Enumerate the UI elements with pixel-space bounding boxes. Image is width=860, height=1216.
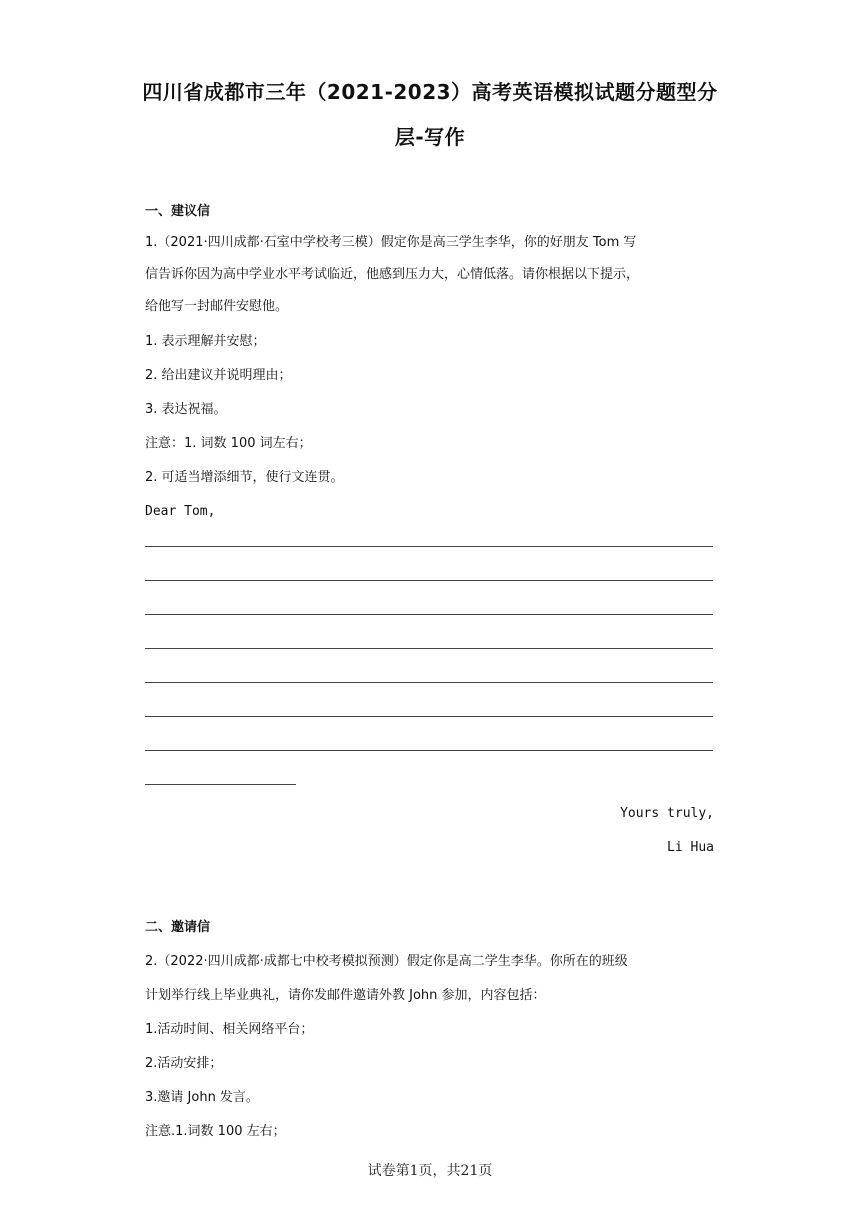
letter-closing: Yours truly,	[620, 806, 714, 821]
question2-text-line2: 计划举行线上毕业典礼，请你发邮件邀请外教 John 参加，内容包括：	[145, 988, 546, 1003]
answer-line	[145, 580, 713, 581]
question2-note-1: 注意.1.词数 100 左右；	[145, 1124, 286, 1139]
document-title-line1: 四川省成都市三年（2021-2023）高考英语模拟试题分题型分	[142, 80, 718, 104]
page-footer: 试卷第1页，共21页	[367, 1163, 493, 1179]
question2-text-line1: 2.（2022·四川成都·成都七中校考模拟预测）假定你是高二学生李华。你所在的班级	[145, 954, 628, 969]
question1-text-line2: 信告诉你因为高中学业水平考试临近，他感到压力大，心情低落。请你根据以下提示，	[145, 267, 640, 282]
answer-line	[145, 750, 713, 751]
question1-note-2: 2. 可适当增添细节，使行文连贯。	[145, 470, 344, 485]
answer-line	[145, 648, 713, 649]
answer-line	[145, 546, 713, 547]
document-title-line2: 层-写作	[394, 125, 466, 149]
question1-point-2: 2. 给出建议并说明理由；	[145, 368, 292, 383]
question1-text-line1: 1.（2021·四川成都·石室中学校考三模）假定你是高三学生李华，你的好朋友 Tom 写	[145, 235, 637, 250]
letter-signature: Li Hua	[667, 840, 714, 855]
question1-note-1: 注意：1. 词数 100 词左右；	[145, 436, 312, 451]
question1-point-3: 3. 表达祝福。	[145, 402, 227, 417]
section2-heading: 二、邀请信	[145, 920, 211, 935]
question1-text-line3: 给他写一封邮件安慰他。	[145, 299, 289, 314]
question2-point-2: 2.活动安排；	[145, 1056, 223, 1071]
answer-line	[145, 682, 713, 683]
answer-line	[145, 716, 713, 717]
answer-line	[145, 784, 296, 785]
letter-greeting: Dear Tom,	[145, 504, 216, 519]
question1-point-1: 1. 表示理解并安慰；	[145, 334, 266, 349]
question2-point-3: 3.邀请 John 发言。	[145, 1090, 259, 1105]
question2-point-1: 1.活动时间、相关网络平台；	[145, 1022, 314, 1037]
section1-heading: 一、建议信	[145, 204, 211, 219]
answer-line	[145, 614, 713, 615]
